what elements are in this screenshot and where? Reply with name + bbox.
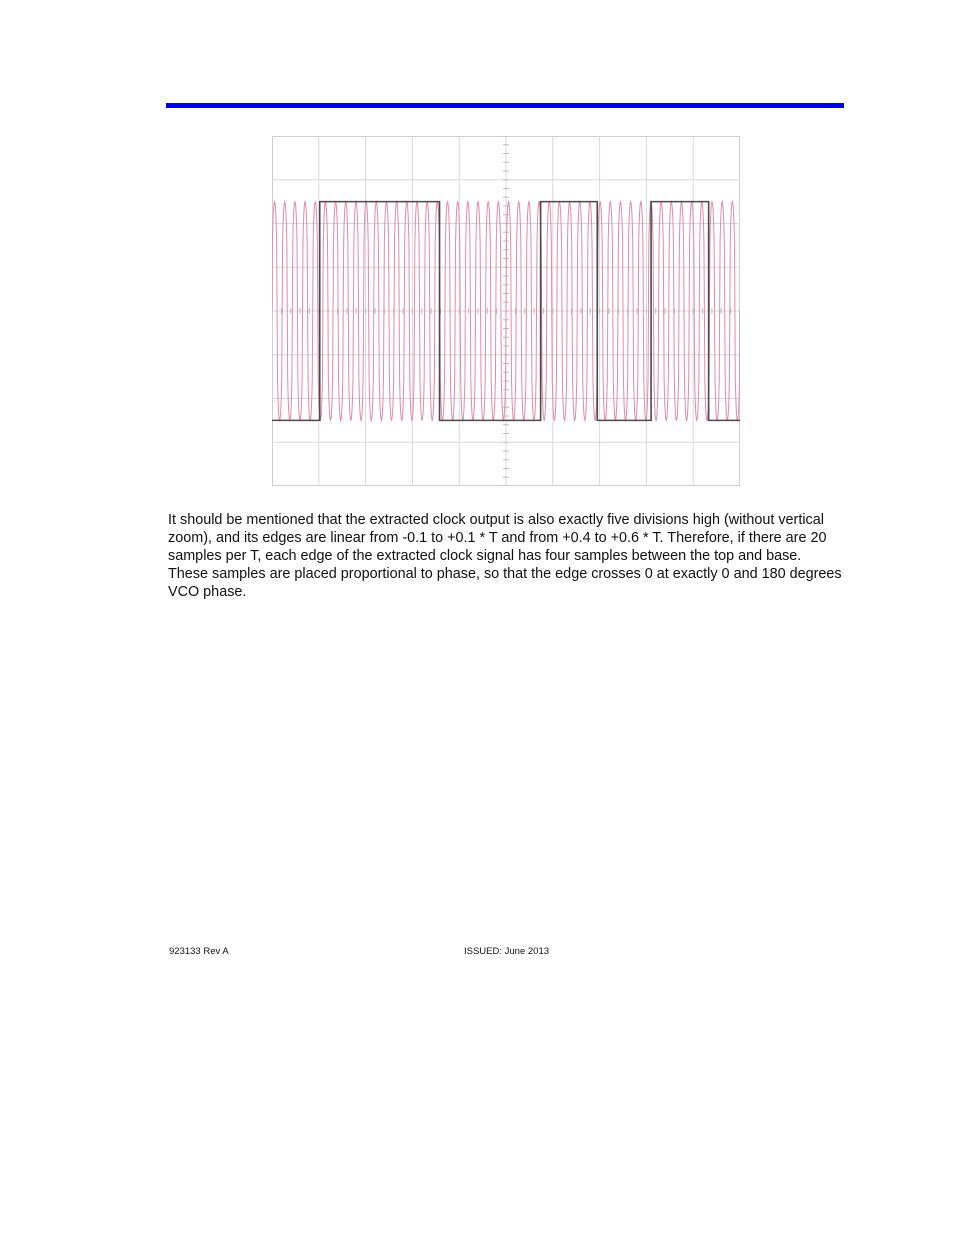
footer-issued-date: ISSUED: June 2013 bbox=[464, 946, 550, 957]
body-paragraph: It should be mentioned that the extracted clock output is also exactly five divisions high (without vertical zoom), and its edges are linear from -0.1 to +0.1 * T and from +0.4 to +0.6 * T. Therefore, if there are 20 samples per T, each edge of the extracted clock signal has four samples between the top and base. These samples are placed proportional to phase, so that the edge crosses 0 at exactly 0 and 180 degrees VCO phase. bbox=[168, 512, 842, 600]
footer-doc-number: 923133 Rev A bbox=[169, 946, 229, 957]
header-rule bbox=[166, 103, 844, 108]
oscilloscope-figure bbox=[272, 136, 740, 486]
oscilloscope-screen bbox=[272, 136, 740, 486]
